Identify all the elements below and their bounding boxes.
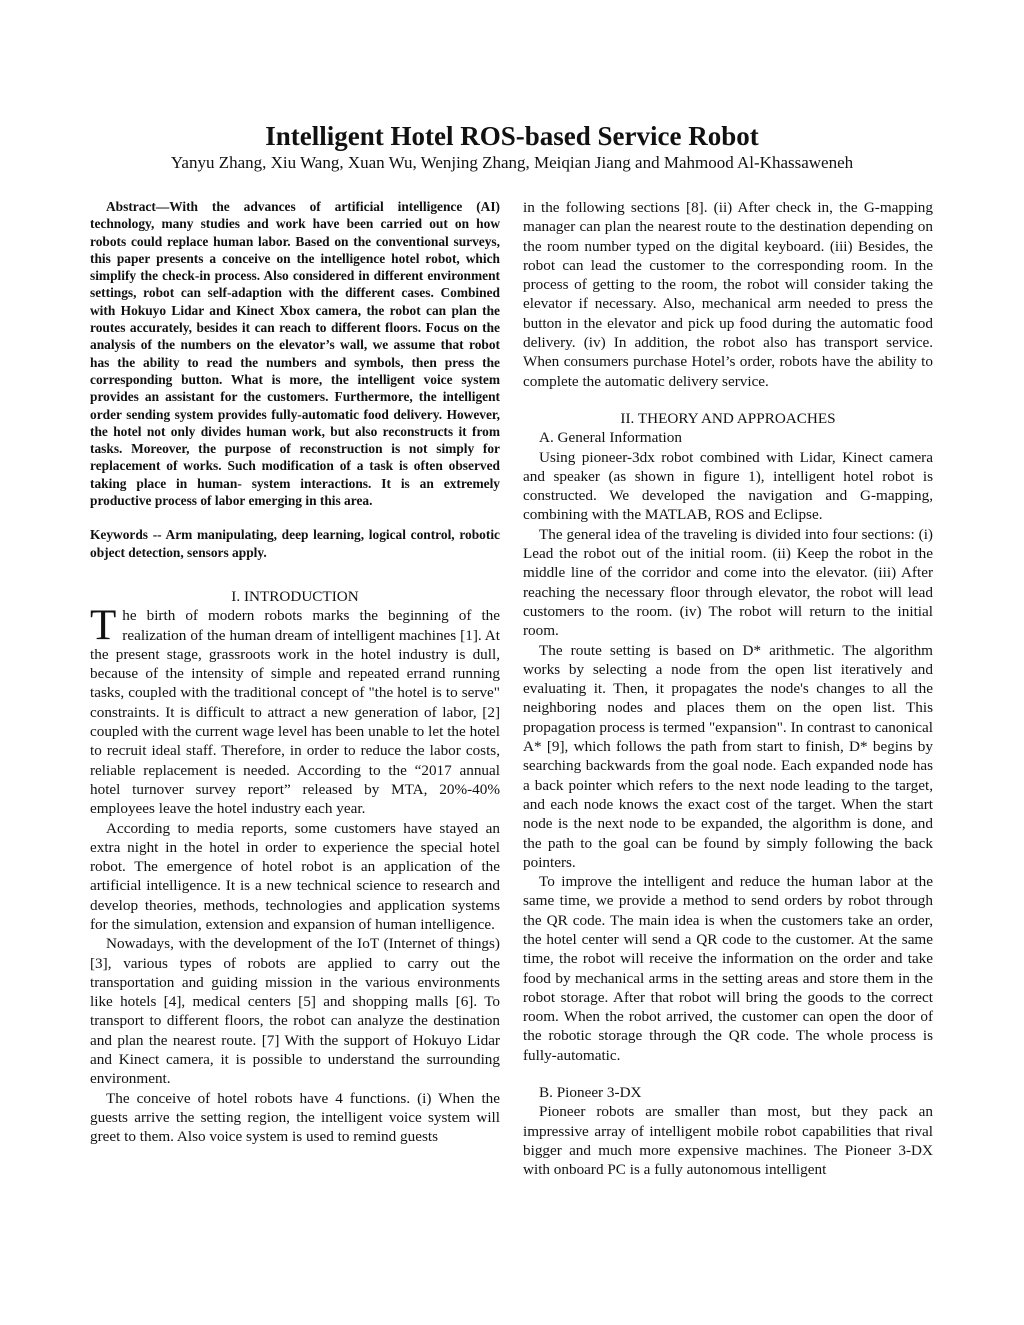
- section-heading-introduction: I. INTRODUCTION: [231, 587, 359, 605]
- drop-cap: T: [90, 602, 117, 650]
- intro-paragraph-4: The conceive of hotel robots have 4 functions. (i) When the guests arrive the setting region, the intelligent voice system will greet to them. Also voice system is used to remind guests: [90, 1089, 500, 1146]
- paper-title: Intelligent Hotel ROS-based Service Robot: [265, 121, 759, 151]
- section-heading-theory: II. THEORY AND APPROACHES: [620, 409, 836, 427]
- intro-paragraph-2: According to media reports, some customers have stayed an extra night in the hotel in order to experience the special hotel robot. The emergence of hotel robot is an application of the artificial intelligence. It is a new technical science to research and develop theories, methods, technologies and application systems for the simulation, extension and expansion of human intelligence.: [90, 819, 500, 933]
- left-column: [90, 198, 500, 1147]
- right-column: [523, 198, 933, 1180]
- intro-paragraph-3: Nowadays, with the development of the IoT (Internet of things) [3], various types of robots are applied to carry out the transportation and guiding mission in the various environments like hotels [4], medical centers [5] and shopping malls [6]. To transport to different floors, the robot can analyze the destination and plan the nearest route. [7] With the support of Hokuyo Lidar and Kinect camera, it is possible to understand the surrounding environment.: [90, 935, 500, 1088]
- general-info-paragraph-1: Using pioneer-3dx robot combined with Lidar, Kinect camera and speaker (as shown in figure 1), intelligent hotel robot is constructed. We developed the navigation and G-mapping, combining with the MATLAB, ROS and Eclipse.: [523, 448, 933, 524]
- general-info-paragraph-2: The general idea of the traveling is divided into four sections: (i) Lead the robot out of the initial room. (ii) Keep the robot in the middle line of the corridor and come into the elevator. (iii) After reaching the necessary floor through elevator, the robot will lead customers to the room. (iv) The robot will return to the initial room.: [523, 525, 933, 640]
- subsection-heading-general-information: A. General Information: [539, 429, 682, 447]
- intro-paragraph-4-continued: in the following sections [8]. (ii) After check in, the G-mapping manager can plan the nearest route to the destination depending on the room number typed on the digital keyboard. (iii) Besides, the robot can lead the customer to the corresponding room. In the process of getting to the room, the robot will consider taking the elevator if necessary. Also, mechanical arm needed to press the button in the elevator and pick up food during the automatic food delivery. (iv) In addition, the robot also has transport service. When consumers purchase Hotel’s order, robots have the ability to complete the automatic delivery service.: [523, 199, 933, 390]
- pioneer-paragraph-1: Pioneer robots are smaller than most, but they pack an impressive array of intelligent mobile robot capabilities that rival bigger and much more expensive machines. The Pioneer 3-DX with onboard PC is a fully autonomous intelligent: [523, 1103, 933, 1179]
- keywords: Keywords -- Arm manipulating, deep learning, logical control, robotic object detection, sensors apply.: [90, 527, 500, 560]
- general-info-paragraph-4: To improve the intelligent and reduce the human labor at the same time, we provide a method to send orders by robot through the QR code. The main idea is when the customers take an order, the hotel center will send a QR code to the customer. At the same time, the robot will receive the information on the order and take food by mechanical arms in the setting areas and store them in the robot storage. After that robot will bring the goods to the correct room. When the robot arrived, the customer can open the door of the robotic storage through the QR code. The whole process is fully-automatic.: [523, 873, 933, 1064]
- general-info-paragraph-3: The route setting is based on D* arithmetic. The algorithm works by selecting a node from the open list iteratively and evaluating it. Then, it propagates the node's changes to all the neighboring nodes and places them on the open list. This propagation process is termed "expansion". In contrast to canonical A* [9], which follows the path from start to finish, D* begins by searching backwards from the goal node. Each expanded node has a back pointer which refers to the next node leading to the target, and each node knows the exact cost of the target. When the start node is the next node to be expanded, the algorithm is done, and the path to the goal can be found by simply following the back pointers.: [523, 641, 933, 871]
- intro-paragraph-1: [90, 602, 500, 818]
- intro-paragraph-1-text: he birth of modern robots marks the beginning of the realization of the human dream of intelligent machines [1]. At the present stage, grassroots work in the hotel industry is dull, because of the intensity of simple and repeated errand running tasks, coupled with the traditional concept of "the hotel is to serve" constraints. It is difficult to attract a new generation of labor, [2] coupled with the current wage level has been unable to let the hotel to recruit ideal staff. Therefore, in order to reduce the labor costs, reliable replacement is needed. According to the “2017 annual hotel turnover survey report” released by MTA, 20%-40% employees leave the hotel industry each year.: [90, 607, 500, 818]
- author-list: Yanyu Zhang, Xiu Wang, Xuan Wu, Wenjing Zhang, Meiqian Jiang and Mahmood Al-Khassaweneh: [170, 153, 854, 172]
- abstract: Abstract—With the advances of artificial intelligence (AI) technology, many studies and work have been carried out on how robots could replace human labor. Based on the conventional surveys, this paper presents a conceive on the intelligence hotel robot, which simplify the check-in process. Also considered in different environment settings, robot can self-adaption with the different cases. Combined with Hokuyo Lidar and Kinect Xbox camera, the robot can plan the routes accurately, besides it can reach to different floors. Focus on the analysis of the numbers on the elevator’s wall, we assume that robot has the ability to read the numbers and symbols, then press the corresponding button. What is more, the intelligent voice system provides an assistant for the customers. Furthermore, the intelligent order sending system provides fully-automatic food delivery. However, the hotel not only divides human work, but also reconstructs it from tasks. Moreover, the purpose of reconstruction is not simply for replacement of works. Such modification of a task is often observed taking place in human- system interactions. It is an extremely productive process of labor emerging in this area.: [90, 199, 500, 509]
- subsection-heading-pioneer: B. Pioneer 3-DX: [539, 1084, 642, 1102]
